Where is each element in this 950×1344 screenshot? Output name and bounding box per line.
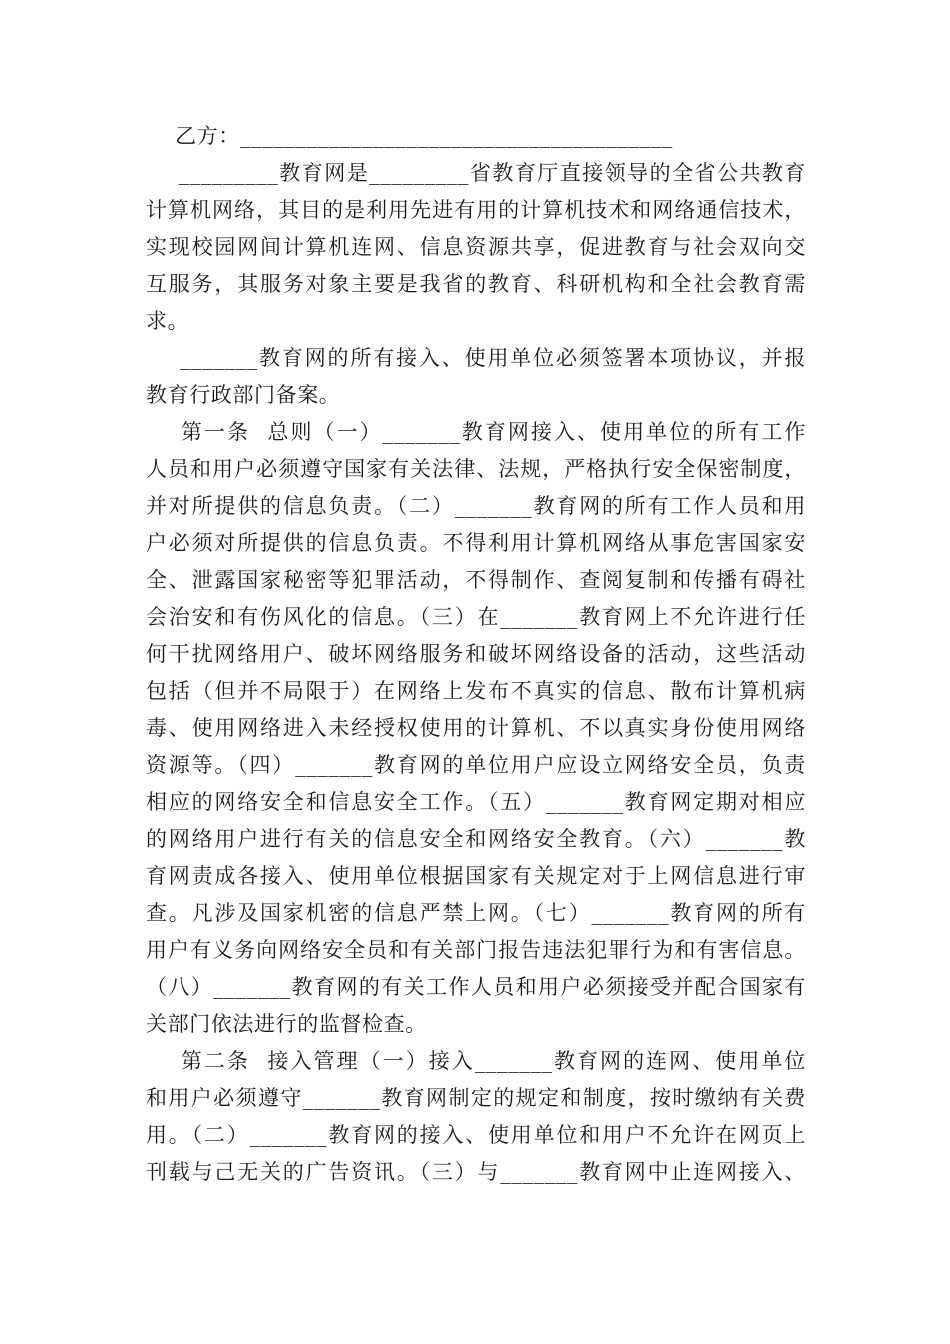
- paragraph-line: 查。凡涉及国家机密的信息严禁上网。（七）_______教育网的所有: [146, 901, 806, 925]
- paragraph-line: 计算机网络，其目的是利用先进有用的计算机技术和网络通信技术，: [146, 198, 806, 222]
- party-b-line: 乙方：_______________________________________: [146, 124, 673, 148]
- paragraph-line: 人员和用户必须遵守国家有关法律、法规，严格执行安全保密制度，: [146, 457, 806, 481]
- paragraph-line: 并对所提供的信息负责。（二）_______教育网的所有工作人员和用: [146, 494, 806, 518]
- paragraph-line: 的网络用户进行有关的信息安全和网络安全教育。（六）_______教: [146, 827, 806, 851]
- paragraph-line: 关部门依法进行的监督检查。: [146, 1012, 427, 1036]
- paragraph-line: （八）_______教育网的有关工作人员和用户必须接受并配合国家有: [146, 975, 806, 999]
- paragraph-line: 求。: [146, 309, 190, 333]
- paragraph-line: _______教育网的所有接入、使用单位必须签署本项协议，并报: [146, 346, 806, 370]
- paragraph-line: 何干扰网络用户、破坏网络服务和破坏网络设备的活动，这些活动: [146, 642, 806, 666]
- paragraph-line: 全、泄露国家秘密等犯罪活动，不得制作、查阅复制和传播有碍社: [146, 568, 806, 592]
- paragraph-line: 育网责成各接入、使用单位根据国家有关规定对于上网信息进行审: [146, 864, 806, 888]
- paragraph-line: 包括（但并不局限于）在网络上发布不真实的信息、散布计算机病: [146, 679, 806, 703]
- paragraph-line: 和用户必须遵守_______教育网制定的规定和制度，按时缴纳有关费: [146, 1086, 806, 1110]
- paragraph-line: 户必须对所提供的信息负责。不得利用计算机网络从事危害国家安: [146, 531, 806, 555]
- article-1-heading-line: 第一条 总则（一）_______教育网接入、使用单位的所有工作: [146, 420, 806, 444]
- paragraph-line: 毒、使用网络进入未经授权使用的计算机、不以真实身份使用网络: [146, 716, 806, 740]
- paragraph-line: 刊载与己无关的广告资讯。（三）与_______教育网中止连网接入、: [146, 1160, 806, 1184]
- paragraph-line: 会治安和有伤风化的信息。（三）在_______教育网上不允许进行任: [146, 605, 806, 629]
- article-2-heading-line: 第二条 接入管理（一）接入_______教育网的连网、使用单位: [146, 1049, 806, 1073]
- paragraph-line: 互服务，其服务对象主要是我省的教育、科研机构和全社会教育需: [146, 272, 806, 296]
- paragraph-line: 教育行政部门备案。: [146, 383, 341, 407]
- paragraph-line: 实现校园网间计算机连网、信息资源共享，促进教育与社会双向交: [146, 235, 806, 259]
- paragraph-line: 用。（二）_______教育网的接入、使用单位和用户不允许在网页上: [146, 1123, 806, 1147]
- paragraph-line: 资源等。（四）_______教育网的单位用户应设立网络安全员，负责: [146, 753, 806, 777]
- paragraph-line: 用户有义务向网络安全员和有关部门报告违法犯罪行为和有害信息。: [146, 938, 806, 962]
- paragraph-line: 相应的网络安全和信息安全工作。（五）_______教育网定期对相应: [146, 790, 806, 814]
- paragraph-line: _________教育网是_________省教育厅直接领导的全省公共教育: [146, 161, 806, 185]
